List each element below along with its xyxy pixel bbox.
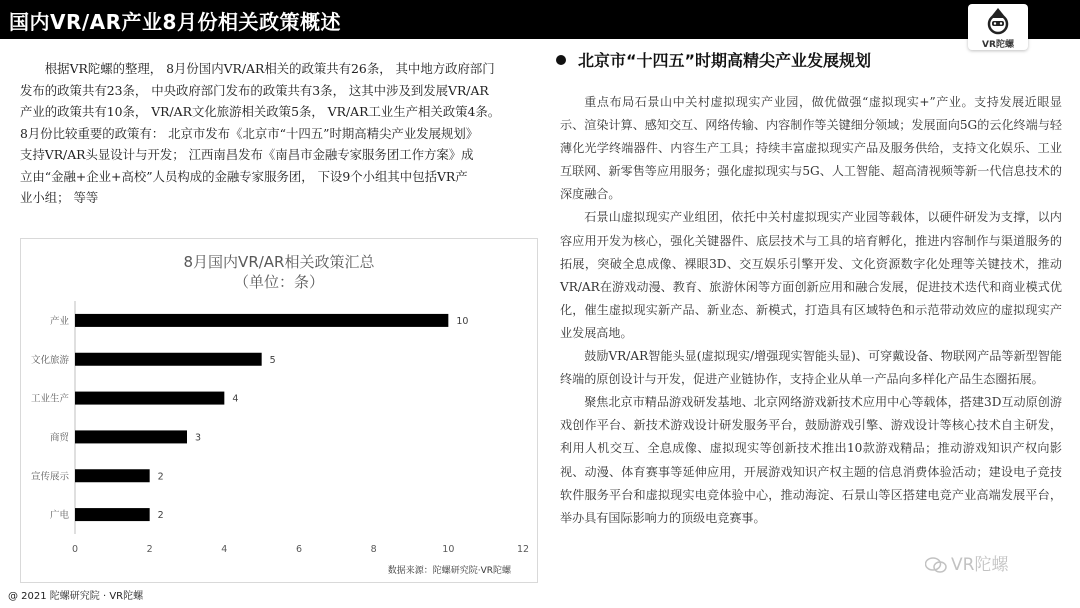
- y-category-label: 产业: [49, 315, 69, 327]
- x-tick-label: 12: [516, 544, 530, 555]
- bar: [75, 469, 150, 482]
- wechat-icon: [925, 556, 947, 574]
- x-tick-label: 4: [221, 544, 228, 555]
- y-category-label: 文化旅游: [30, 354, 69, 366]
- bar-value-label: 10: [456, 315, 469, 327]
- bar-value-label: 2: [157, 471, 164, 483]
- bar-value-label: 2: [157, 510, 164, 522]
- plan-body: [560, 91, 1062, 530]
- y-category-label: 宣传展示: [30, 471, 69, 483]
- body-paragraph: 鼓励VR/AR智能头显(虚拟现实/增强现实智能头显)、可穿戴设备、物联网产品等新型智能终端的原创设计与开发，促进产业链协作，支持企业从单一产品向多样化产品生态圈拓展。: [560, 349, 1062, 387]
- footer-copyright: @ 2021 陀螺研究院 · VR陀螺: [8, 591, 144, 602]
- body-paragraph: 聚焦北京市精品游戏研发基地、北京网络游戏新技术应用中心等载体，搭建3D互动原创游戏创作平台、新技术游戏设计研发服务平台，鼓励游戏引擎、游戏设计等核心技术自主研发，利用人机交互、全息成像、虚拟现实等创新技术推出10款游戏精品；推动游戏知识产权向影视、动漫、体育赛事等延伸应用，开展游戏知识产权主题的信息消费体验活动；建设电子竞技软件服务平台和虚拟现实电竞体验中心，推动海淀、石景山等区搭建电竞产业高端发展平台，举办具有国际影响力的顶级电竞赛事。: [560, 395, 1062, 525]
- intro-line: 发布的政策共有23条， 中央政府部门发布的政策共有3条， 这其中涉及到发展VR/AR: [20, 82, 489, 98]
- bar: [75, 508, 150, 521]
- bar: [75, 353, 262, 366]
- watermark: [925, 550, 1008, 575]
- y-category-label: 广电: [49, 510, 69, 522]
- watermark-text: VR陀螺: [951, 555, 1009, 575]
- x-tick-label: 0: [71, 544, 79, 555]
- bar-value-label: 3: [195, 432, 202, 444]
- chart-subtitle: （单位：条）: [233, 273, 325, 291]
- policy-bar-chart: [20, 238, 538, 583]
- intro-line: 业小组； 等等: [20, 190, 99, 205]
- x-tick-label: 8: [370, 544, 377, 555]
- body-paragraph: 石景山虚拟现实产业组团，依托中关村虚拟现实产业园等载体，以硬件研发为支撑，以内容应用开发为核心，强化关键器件、底层技术与工具的培育孵化，推进内容制作与渠道服务的拓展，突破全息成像、裸眼3D、交互娱乐引擎开发、文化资源数字化处理等关键技术，推动VR/AR在游戏动漫、教育、旅游休闲等方面创新应用和融合发展，促进技术迭代和商业模式优化，催生虚拟现实新产品、新业态、新模式，打造具有区域特色和示范带动效应的虚拟现实产业发展高地。: [560, 210, 1062, 340]
- x-tick-label: 10: [442, 544, 455, 555]
- bullet-icon: [556, 55, 566, 65]
- page-title: 国内VR/AR产业8月份相关政策概述: [9, 10, 341, 34]
- x-tick-label: 2: [146, 544, 153, 555]
- x-tick-label: 6: [295, 544, 303, 555]
- y-category-label: 工业生产: [30, 393, 69, 405]
- robot-logo-icon: [986, 6, 1010, 36]
- bar: [75, 430, 187, 443]
- body-paragraph: 重点布局石景山中关村虚拟现实产业园，做优做强“虚拟现实+”产业。支持发展近眼显示、渲染计算、感知交互、网络传输、内容制作等关键细分领域；发展面向5G的云化终端与轻薄化光学终端器件、内容生产工具；持续丰富虚拟现实产品及服务供给，支持文化娱乐、工业互联网、新零售等应用服务；强化虚拟现实与5G、人工智能、超高清视频等新一代信息技术的深度融合。: [560, 95, 1062, 202]
- logo-text: VR陀螺: [982, 40, 1014, 50]
- bar-value-label: 5: [269, 354, 276, 366]
- intro-line: 产业的政策共有10条， VR/AR文化旅游相关政策5条， VR/AR工业生产相关政策4条。: [20, 104, 501, 119]
- logo: [968, 4, 1028, 50]
- chart-svg: [21, 239, 537, 582]
- title-bar: [0, 0, 1080, 39]
- chart-source: 数据来源：陀螺研究院·VR陀螺: [387, 566, 511, 576]
- chart-title: 8月国内VR/AR相关政策汇总: [183, 253, 375, 271]
- intro-line: 8月份比较重要的政策有： 北京市发布《北京市“十四五”时期高精尖产业发展规划》: [20, 125, 479, 141]
- intro-line: 立由“金融+企业+高校”人员构成的金融专家服务团， 下设9个小组其中包括VR产: [20, 168, 468, 184]
- intro-line: 支持VR/AR头显设计与开发； 江西南昌发布《南昌市金融专家服务团工作方案》成: [20, 147, 474, 162]
- bar-value-label: 4: [232, 393, 239, 405]
- bar: [75, 392, 224, 405]
- section-heading-text: 北京市“十四五”时期高精尖产业发展规划: [578, 51, 872, 70]
- intro-paragraph: [20, 58, 520, 209]
- bar: [75, 314, 448, 327]
- intro-line: 根据VR陀螺的整理， 8月份国内VR/AR相关的政策共有26条， 其中地方政府部门: [44, 61, 495, 76]
- section-heading: [556, 48, 871, 71]
- y-category-label: 商贸: [49, 432, 69, 444]
